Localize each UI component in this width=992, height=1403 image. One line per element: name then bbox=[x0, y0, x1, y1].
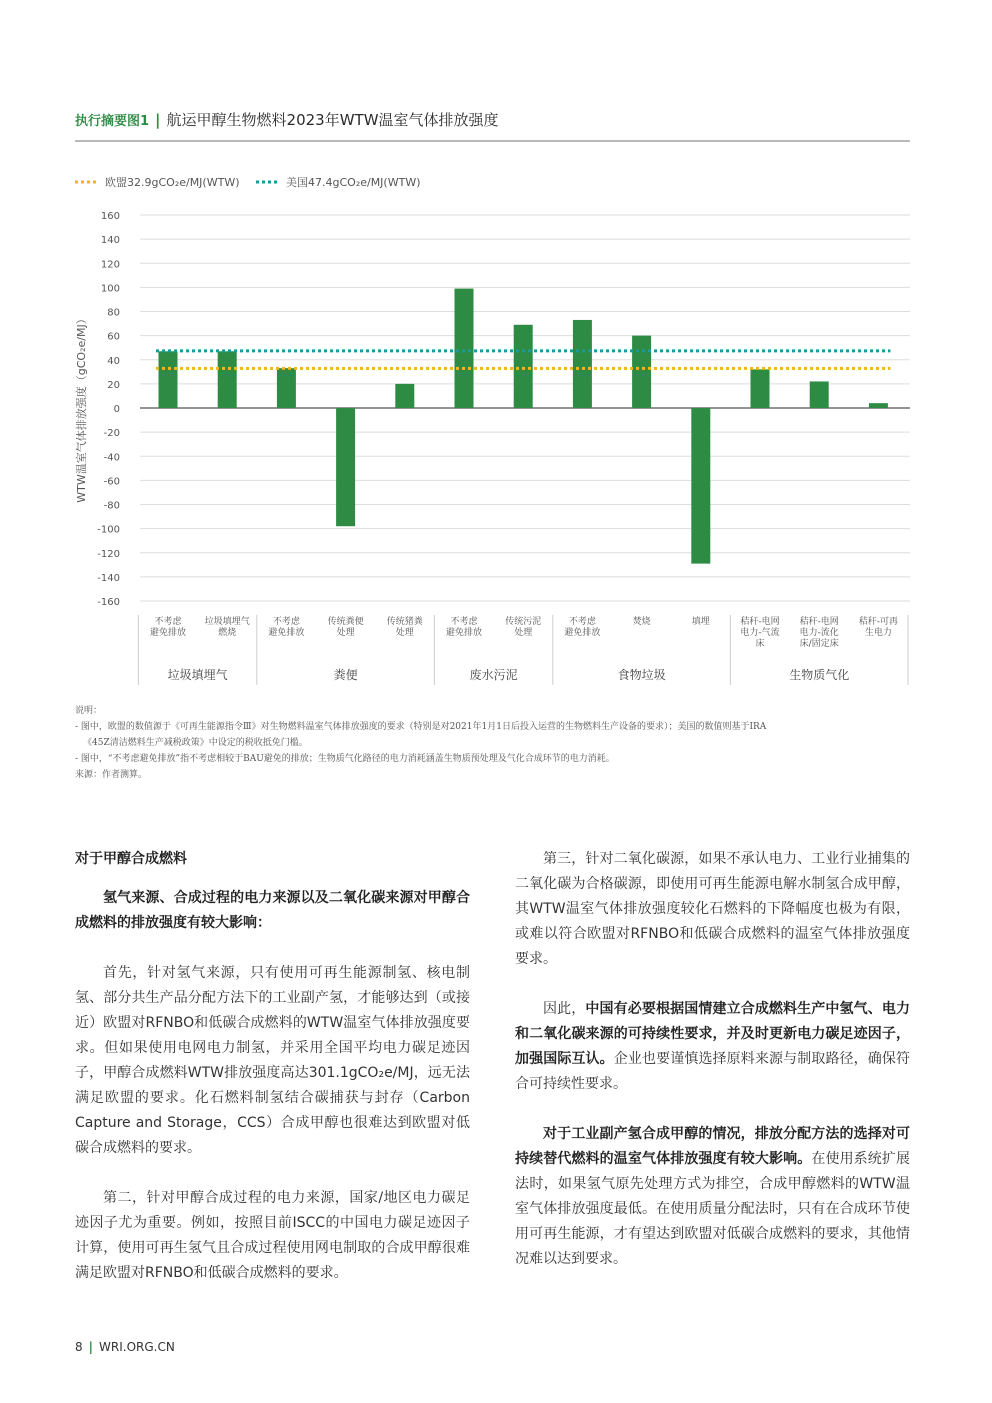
bar bbox=[810, 381, 829, 408]
page-footer bbox=[75, 1340, 175, 1354]
group-label: 垃圾填埋气 bbox=[167, 668, 228, 682]
y-tick-label: 80 bbox=[107, 307, 120, 319]
footer-separator: | bbox=[88, 1340, 94, 1354]
y-tick-label: 140 bbox=[100, 235, 120, 247]
category-label: 填埋 bbox=[691, 617, 710, 627]
category-label: 避免排放 bbox=[445, 628, 483, 638]
title-rule bbox=[75, 140, 910, 142]
paragraph: 首先，针对氢气来源，只有使用可再生能源制氢、核电制氢、部分共生产品分配方法下的工业副产氢，才能够达到（或接近）欧盟对RFNBO和低碳合成燃料的WTW温室气体排放强度要求。但如果使用电网电力制氢，并采用全国平均电力碳足迹因子，甲醇合成燃料WTW排放强度高达301.1gCO₂e/MJ，远无法满足欧盟的要求。化石燃料制氢结合碳捕获与封存（Carbon Capture and Storage，CCS）合成甲醇也很难达到欧盟对低碳合成燃料的要求。 bbox=[75, 965, 470, 1156]
bold-paragraph bbox=[75, 886, 470, 936]
category-label: 处理 bbox=[336, 628, 355, 638]
legend-label: 欧盟32.9gCO₂e/MJ(WTW) bbox=[105, 176, 240, 189]
category-label: 电力-气流 bbox=[740, 628, 780, 638]
paragraph bbox=[515, 997, 910, 1097]
y-tick-label: -80 bbox=[103, 500, 120, 512]
category-label: 不考虑 bbox=[272, 617, 300, 627]
y-tick-label: -100 bbox=[97, 524, 120, 536]
text-rest: 在使用系统扩展法时，如果氢气原先处理方式为排空，合成甲醇燃料的WTW温室气体排放强度最低。在使用质量分配法时，只有在合成环节使用可再生能源，才有望达到欧盟对低碳合成燃料的要求，其他情况难以达到要求。 bbox=[515, 1151, 911, 1267]
bar bbox=[395, 384, 414, 408]
category-label: 不考虑 bbox=[450, 617, 478, 627]
bar bbox=[218, 351, 237, 408]
y-tick-label: 100 bbox=[100, 283, 120, 295]
figure-notes bbox=[75, 703, 915, 783]
note-line: - 图中，欧盟的数值源于《可再生能源指令Ⅲ》对生物燃料温室气体排放强度的要求（特别是对2021年1月1日后投入运营的生物燃料生产设备的要求）；美国的数值则基于IRA bbox=[75, 722, 767, 732]
paragraph: 第三，针对二氧化碳源，如果不承认电力、工业行业捕集的二氧化碳为合格碳源，即使用可再生能源电解水制氢合成甲醇，其WTW温室气体排放强度较化石燃料的下降幅度也极为有限，或难以符合欧盟对RFNBO和低碳合成燃料的温室气体排放强度要求。 bbox=[515, 851, 910, 967]
note-line: - 图中，“不考虑避免排放”指不考虑相较于BAU避免的排放；生物质气化路径的电力消耗涵盖生物质预处理及气化合成环节的电力消耗。 bbox=[75, 754, 615, 764]
text-lead: 因此， bbox=[543, 1001, 586, 1017]
section-heading: 对于甲醇合成燃料 bbox=[75, 851, 187, 867]
category-label: 生电力 bbox=[864, 628, 892, 638]
category-label: 处理 bbox=[514, 628, 533, 638]
category-label: 秸秆-电网 bbox=[740, 617, 780, 627]
title-separator: | bbox=[155, 111, 161, 129]
y-tick-label: 20 bbox=[107, 379, 120, 391]
y-tick-label: 40 bbox=[107, 355, 120, 367]
category-label: 床 bbox=[755, 639, 765, 649]
footer-site[interactable]: WRI.ORG.CN bbox=[99, 1340, 175, 1354]
paragraph bbox=[515, 1122, 910, 1272]
category-label: 传统猪粪 bbox=[386, 617, 423, 627]
category-label: 秸秆-电网 bbox=[799, 617, 839, 627]
bar bbox=[751, 369, 770, 408]
bold-text: 中国有必要根据国情建立合成燃料生产中氢气、电力和二氧化碳来源的可持续性要求，并及时更新电力碳足迹因子，加强国际互认。 bbox=[515, 1001, 911, 1067]
bar bbox=[277, 368, 296, 408]
bold-text: 氢气来源、合成过程的电力来源以及二氧化碳来源对甲醇合成燃料的排放强度有较大影响： bbox=[75, 890, 470, 931]
group-label: 粪便 bbox=[333, 668, 358, 682]
bar bbox=[455, 289, 474, 408]
bar bbox=[159, 351, 178, 408]
category-label: 处理 bbox=[395, 628, 414, 638]
legend-label: 美国47.4gCO₂e/MJ(WTW) bbox=[286, 176, 421, 189]
category-label: 传统污泥 bbox=[505, 617, 542, 627]
category-label: 避免排放 bbox=[564, 628, 601, 638]
category-label: 避免排放 bbox=[149, 628, 187, 638]
figure-title bbox=[75, 108, 910, 134]
bar bbox=[573, 320, 592, 408]
left-column bbox=[75, 847, 470, 1311]
y-tick-label: -140 bbox=[97, 572, 120, 584]
group-label: 食物垃圾 bbox=[617, 668, 666, 682]
category-label: 焚烧 bbox=[632, 617, 651, 627]
y-tick-label: 60 bbox=[107, 331, 120, 343]
category-label: 秸秆-可再 bbox=[858, 617, 899, 627]
category-label: 避免排放 bbox=[268, 628, 305, 638]
text-rest: 企业也要谨慎选择原料来源与制取路径，确保符合可持续性要求。 bbox=[515, 1051, 911, 1092]
page-number: 8 bbox=[75, 1340, 83, 1354]
category-label: 不考虑 bbox=[154, 617, 182, 627]
y-tick-label: 0 bbox=[113, 404, 120, 415]
y-axis-label: WTW温室气体排放强度（gCO₂e/MJ） bbox=[75, 313, 88, 503]
category-label: 电力-流化 bbox=[799, 628, 839, 638]
figure-title-text: 航运甲醇生物燃料2023年WTW温室气体排放强度 bbox=[166, 111, 499, 129]
y-tick-label: 120 bbox=[100, 259, 120, 271]
bar-chart bbox=[0, 160, 992, 690]
right-column bbox=[515, 847, 910, 1297]
notes-source: 来源：作者测算。 bbox=[75, 770, 148, 780]
category-label: 不考虑 bbox=[568, 617, 596, 627]
figure-label: 执行摘要图1 bbox=[75, 114, 150, 129]
bar bbox=[514, 325, 533, 408]
y-tick-label: -120 bbox=[97, 548, 120, 560]
bar bbox=[336, 408, 355, 526]
y-tick-label: -60 bbox=[103, 476, 120, 488]
bar bbox=[632, 336, 651, 408]
notes-heading: 说明： bbox=[75, 706, 103, 716]
y-tick-label: -160 bbox=[97, 597, 120, 608]
category-label: 床/固定床 bbox=[799, 639, 839, 649]
y-tick-label: 160 bbox=[100, 211, 120, 222]
bar bbox=[691, 408, 710, 564]
group-label: 生物质气化 bbox=[789, 668, 850, 682]
y-tick-label: -40 bbox=[103, 452, 120, 464]
paragraph: 第二，针对甲醇合成过程的电力来源，国家/地区电力碳足迹因子尤为重要。例如，按照目前ISCC的中国电力碳足迹因子计算，使用可再生氢气且合成过程使用网电制取的合成甲醇很难满足欧盟对RFNBO和低碳合成燃料的要求。 bbox=[75, 1190, 470, 1281]
y-tick-label: -20 bbox=[103, 428, 120, 440]
note-line: 《45Z清洁燃料生产减税政策》中设定的税收抵免门槛。 bbox=[83, 738, 308, 748]
bar bbox=[869, 403, 888, 408]
bold-text: 对于工业副产氢合成甲醇的情况，排放分配方法的选择对可持续替代燃料的温室气体排放强度有较大影响。 bbox=[515, 1126, 910, 1167]
category-label: 燃烧 bbox=[218, 628, 237, 638]
category-label: 传统粪便 bbox=[327, 617, 364, 627]
group-label: 废水污泥 bbox=[469, 668, 518, 682]
category-label: 垃圾填埋气 bbox=[204, 617, 250, 627]
